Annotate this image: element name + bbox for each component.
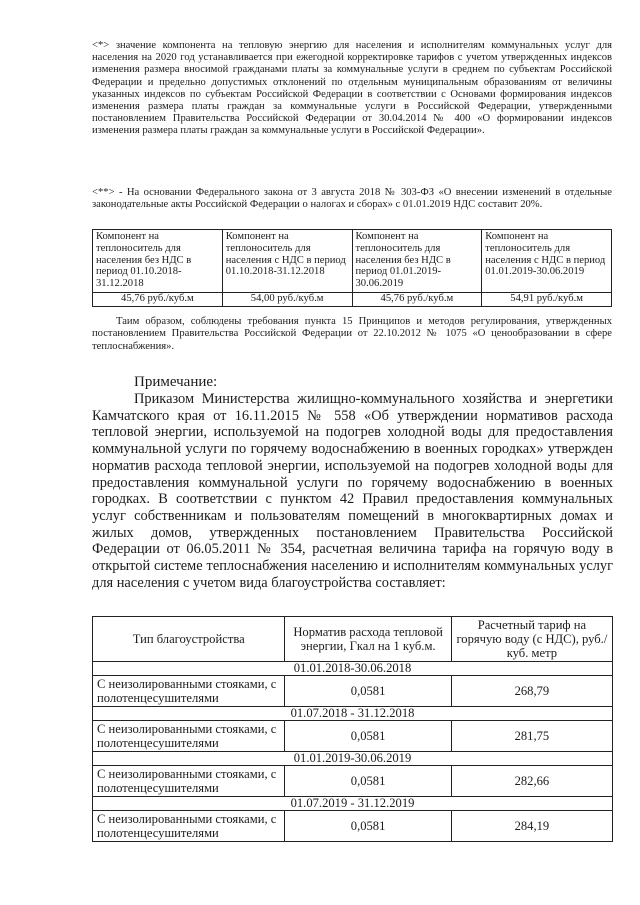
table-header-cell: Компонент на теплоноситель для населения с НДС в период 01.10.2018-31.12.2018 — [222, 230, 352, 293]
footnote-tariff-component: <*> значение компонента на тепловую энергию для населения и исполнителям коммунальных услуг для населения на 2020 год устанавливается при ежегодной корректировке тарифов с учетом утвержденных индексов изменения размера вносимой гражданами платы за коммунальные услуги в среднем по субъектам Российской Федерации и предельно допустимых отклонений по отдельным муниципальным образованиям от величины указанных индексов по субъектам Российской Федерации в соответствии с Основами формирования индексов изменения размера платы граждан за коммунальные услуги в Российской Федерации, утвержденными постановлением Правительства Российской Федерации от 30.04.2014 № 400 «О формировании индексов изменения размера платы граждан за коммунальные услуги в Российской Федерации». — [92, 40, 612, 137]
period-row: 01.01.2018-30.06.2018 — [93, 662, 613, 676]
table-row — [93, 811, 613, 842]
improvement-type-cell: С неизолированными стояками, с полотенцесушителями — [93, 811, 285, 842]
norm-cell: 0,0581 — [285, 676, 451, 707]
table-row — [93, 676, 613, 707]
improvement-type-cell: С неизолированными стояками, с полотенцесушителями — [93, 766, 285, 797]
table-header-cell: Расчетный тариф на горячую воду (с НДС), руб./куб. метр — [451, 617, 612, 662]
table-cell: 45,76 руб./куб.м — [352, 293, 482, 307]
table-cell: 45,76 руб./куб.м — [93, 293, 223, 307]
period-row: 01.01.2019-30.06.2019 — [93, 752, 613, 766]
tariff-cell: 281,75 — [451, 721, 612, 752]
table-cell: 54,00 руб./куб.м — [222, 293, 352, 307]
improvement-type-cell: С неизолированными стояками, с полотенцесушителями — [93, 676, 285, 707]
norm-cell: 0,0581 — [285, 721, 451, 752]
improvement-type-cell: С неизолированными стояками, с полотенцесушителями — [93, 721, 285, 752]
table-header-cell: Компонент на теплоноситель для населения без НДС в период 01.10.2018-31.12.2018 — [93, 230, 223, 293]
tariff-cell: 282,66 — [451, 766, 612, 797]
period-row: 01.07.2019 - 31.12.2019 — [93, 797, 613, 811]
norm-cell: 0,0581 — [285, 766, 451, 797]
period-row: 01.07.2018 - 31.12.2018 — [93, 707, 613, 721]
table-row — [93, 766, 613, 797]
conclusion-paragraph: Таим образом, соблюдены требования пункта 15 Принципов и методов регулирования, утвержденных постановлением Правительства Российской Федерации от 22.10.2012 № 1075 «О ценообразовании в сфере теплоснабжения». — [92, 316, 612, 352]
table-cell: 54,91 руб./куб.м — [482, 293, 612, 307]
tariff-cell: 268,79 — [451, 676, 612, 707]
table-header-cell: Норматив расхода тепловой энергии, Гкал на 1 куб.м. — [285, 617, 451, 662]
tariff-cell: 284,19 — [451, 811, 612, 842]
table-row — [93, 721, 613, 752]
table-header-cell: Компонент на теплоноситель для населения с НДС в период 01.01.2019-30.06.2019 — [482, 230, 612, 293]
note-paragraph: Приказом Министерства жилищно-коммунального хозяйства и энергетики Камчатского края от 16.11.2015 № 558 «Об утверждении нормативов расхода тепловой энергии, используемой на подогрев холодной воды для предоставления коммунальной услуги по горячему водоснабжению в военных городках» утвержден норматив расхода тепловой энергии, используемой на подогрев холодной воды для предоставления коммунальной услуги по горячему водоснабжению в военных городках. В соответствии с пунктом 42 Правил предоставления коммунальных услуг собственникам и пользователям помещений в многоквартирных домах и жилых домов, утвержденных постановлением Правительства Российской Федерации от 06.05.2011 № 354, расчетная величина тарифа на горячую воду в открытой системе теплоснабжения населению и исполнителям коммунальных услуг для населения с учетом вида благоустройства составляет: — [92, 391, 613, 591]
norm-cell: 0,0581 — [285, 811, 451, 842]
footnote-vat: <**> - На основании Федерального закона от 3 августа 2018 № 303-ФЗ «О внесении изменений в отдельные законодательные акты Российской Федерации о налогах и сборах» с 01.01.2019 НДС составит 20%. — [92, 187, 612, 211]
hot-water-tariff-table — [92, 616, 613, 842]
table-header-cell: Тип благоустройства — [93, 617, 285, 662]
table-header-cell: Компонент на теплоноситель для населения без НДС в период 01.01.2019-30.06.2019 — [352, 230, 482, 293]
heat-carrier-component-table — [92, 229, 612, 307]
note-title: Примечание: — [134, 374, 218, 390]
